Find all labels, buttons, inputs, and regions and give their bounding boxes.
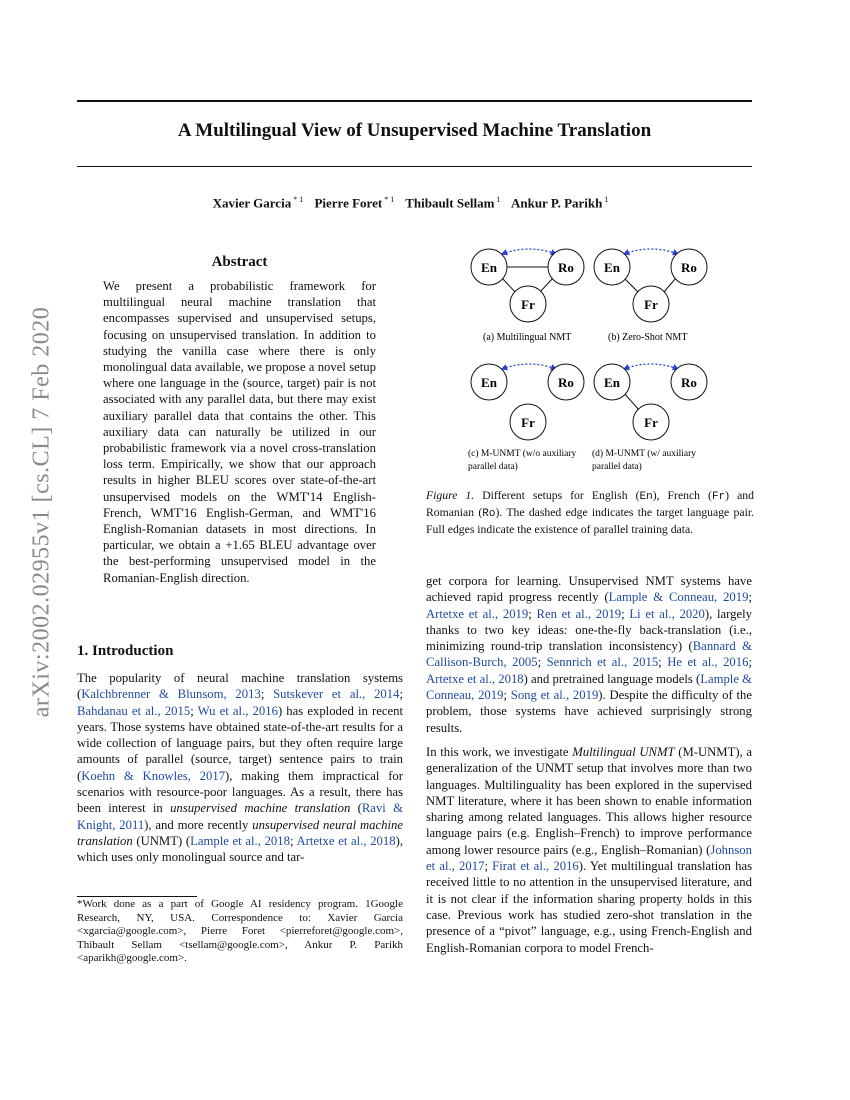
citation-link[interactable]: Koehn & Knowles, 2017 [81,768,226,783]
panel-c-diagram [468,364,584,472]
footnote-rule [77,896,197,897]
target-pair-edge [624,249,678,254]
citation-link[interactable]: Li et al., 2020 [629,606,705,621]
parallel-edge [539,278,553,293]
emphasis: Figure 1. [426,489,475,502]
parallel-edge [624,393,639,410]
target-pair-edge [502,364,556,369]
citation-link[interactable]: Johnson et al., 2017 [426,842,752,874]
subcaption-c: (c) M-UNMT (w/o auxiliary [468,449,577,459]
panel-a-diagram [471,249,584,343]
citation-link[interactable]: Ravi & Knight, 2011 [77,801,403,832]
panel-b-diagram [594,249,707,343]
node-label-en: En [604,375,620,390]
author-name: Ankur P. Parikh [510,195,603,211]
emphasis: unsupervised neural machine translation [77,817,403,848]
panel-d-diagram [592,364,707,472]
citation-link[interactable]: Kalchbrenner & Blunsom, 2013 [81,687,261,702]
citation-link[interactable]: Lample et al., 2018 [190,833,290,848]
author-mark: 1 [496,195,501,204]
citation-link[interactable]: Bahdanau et al., 2015 [77,703,191,718]
subcaption-c-line2: parallel data) [468,462,518,472]
node-label-ro: Ro [558,260,574,275]
emphasis: Multilingual UNMT [572,744,675,759]
target-pair-edge [624,364,678,369]
node-label-fr: Fr [521,297,535,312]
citation-link[interactable]: Artetxe et al., 2018 [426,671,524,686]
subcaption-a: (a) Multilingual NMT [483,332,572,343]
parallel-edge [502,278,516,293]
target-pair-edge [502,249,556,254]
citation-link[interactable]: Sennrich et al., 2015 [546,655,659,670]
node-label-ro: Ro [681,375,697,390]
arxiv-stamp: arXiv:2002.02955v1 [cs.CL] 7 Feb 2020 [28,306,55,718]
citation-link[interactable]: Artetxe et al., 2019 [426,606,529,621]
citation-link[interactable]: Lample & Conneau, 2019 [426,671,753,703]
node-label-en: En [481,260,497,275]
citation-link[interactable]: Wu et al., 2016 [197,703,278,718]
figure-1-caption: Figure 1. Different setups for English (En), French (Fr) and Romanian (Ro). The dashed edge indicates the target language pair. Full edges indicate the existence of parallel training data. [426,489,754,536]
citation-link[interactable]: Sutskever et al., 2014 [273,687,400,702]
node-label-en: En [481,375,497,390]
introduction-heading: 1. Introduction [77,643,174,659]
citation-link[interactable]: Artetxe et al., 2018 [296,833,396,848]
intro-paragraph: In this work, we investigate Multilingual UNMT (M-UNMT), a generalization of the UNMT setup that involves more than two languages. Multilinguality has been explored in the supervised NMT literature, where it has been shown to enable information sharing among related languages. This allows higher resource language pairs (e.g. English–French) to improve performance among lower resource pairs (e.g., English–Romanian) (Johnson et al., 2017; Firat et al., 2016). Yet multilingual translation has received little to no attention in the unsupervised literature, and it is not clear if the information sharing property holds in this case. Previous work has studied zero-shot translation in the presence of a “pivot” language, e.g., using French-English and English-Romanian corpora to model French- [426,744,753,955]
intro-paragraph: get corpora for learning. Unsupervised NMT systems have achieved rapid progress recently (Lample & Conneau, 2019; Artetxe et al., 2019; Ren et al., 2019; Li et al., 2020), largely thanks to two key ideas: one-the-fly back-translation (i.e., minimizing round-trip translation inconsistency) (Bannard & Callison-Burch, 2005; Sennrich et al., 2015; He et al., 2016; Artetxe et al., 2018) and pretrained language models (Lample & Conneau, 2019; Song et al., 2019). Despite the difficulty of the problem, those systems have achieved surprisingly strong results. [426,574,753,735]
node-label-fr: Fr [644,297,658,312]
figure-diagram [426,240,756,480]
figure-1 [426,240,756,480]
citation-link[interactable]: Firat et al., 2016 [492,859,579,874]
node-label-ro: Ro [681,260,697,275]
subcaption-b: (b) Zero-Shot NMT [608,332,688,343]
author-name: Thibault Sellam [405,195,495,211]
subcaption-d: (d) M-UNMT (w/ auxiliary [592,449,697,459]
author-name: Pierre Foret [314,195,383,211]
node-label-en: En [604,260,620,275]
citation-link[interactable]: Bannard & Callison-Burch, 2005 [426,639,752,670]
code-term: Fr [711,491,726,503]
abstract-heading: Abstract [211,254,268,270]
left-column [77,670,403,866]
code-term: En [639,491,653,503]
citation-link[interactable]: Song et al., 2019 [510,688,599,703]
right-column [426,573,752,956]
node-label-fr: Fr [644,415,658,430]
parallel-edge [624,278,639,293]
intro-paragraph: The popularity of neural machine translation systems (Kalchbrenner & Blunsom, 2013; Sutskever et al., 2014; Bahdanau et al., 2015; Wu et al., 2016) has exploded in recent years. Those systems have obtained state-of-the-art results for a wide collection of language pairs, but they often require large amounts of parallel (source, target) sentence pairs to train (Koehn & Knowles, 2017), making them impractical for scenarios with resource-poor languages. As a result, there has been interest in unsupervised machine translation (Ravi & Knight, 2011), and more recently unsupervised neural machine translation (UNMT) (Lample et al., 2018; Artetxe et al., 2018), which uses only monolingual source and tar- [77,671,404,865]
author-mark: * 1 [384,195,395,204]
author-mark: * 1 [293,195,304,204]
citation-link[interactable]: Ren et al., 2019 [536,606,622,621]
parallel-edge [663,278,676,293]
abstract-text: We present a probabilistic framework for multilingual neural machine translation that encompasses supervised and unsupervised setups, focusing on unsupervised translation. In addition to studying the vanilla case where there is only monolingual data available, we propose a novel setup where one language in the (source, target) pair is not associated with any parallel data, but there may exist auxiliary parallel data that contains the other. This auxiliary data can naturally be utilized in our probabilistic framework via a novel cross-translation loss term. Empirically, we show that our approach results in higher BLEU scores over state-of-the-art unsupervised models on the WMT'14 English-French, WMT'16 English-German, and WMT'16 English-Romanian datasets in most directions. In particular, we obtain a +1.65 BLEU advantage over the best-performing unsupervised model in the Romanian-English direction. [103,279,376,585]
author-name: Xavier Garcia [212,195,292,211]
code-term: Ro [482,508,496,520]
subcaption-d-line2: parallel data) [592,462,642,472]
node-label-fr: Fr [521,415,535,430]
footnote: *Work done as a part of Google AI residency program. 1Google Research, NY, USA. Correspondence to: Xavier Garcia <xgarcia@google.com>, Pierre Foret <pierreforet@google.com>, Thibault Sellam <tsellam@google.com>, Ankur P. Parikh <aparikh@google.com>. [77,898,403,965]
citation-link[interactable]: Lample & Conneau, 2019 [608,590,749,605]
author-mark: 1 [604,195,609,204]
author-list [77,195,752,211]
node-label-ro: Ro [558,375,574,390]
title-bottom-rule [77,166,752,167]
citation-link[interactable]: He et al., 2016 [667,655,749,670]
emphasis: unsupervised machine translation [170,801,351,816]
paper-title: A Multilingual View of Unsupervised Machine Translation [177,120,652,141]
title-top-rule [77,100,752,102]
